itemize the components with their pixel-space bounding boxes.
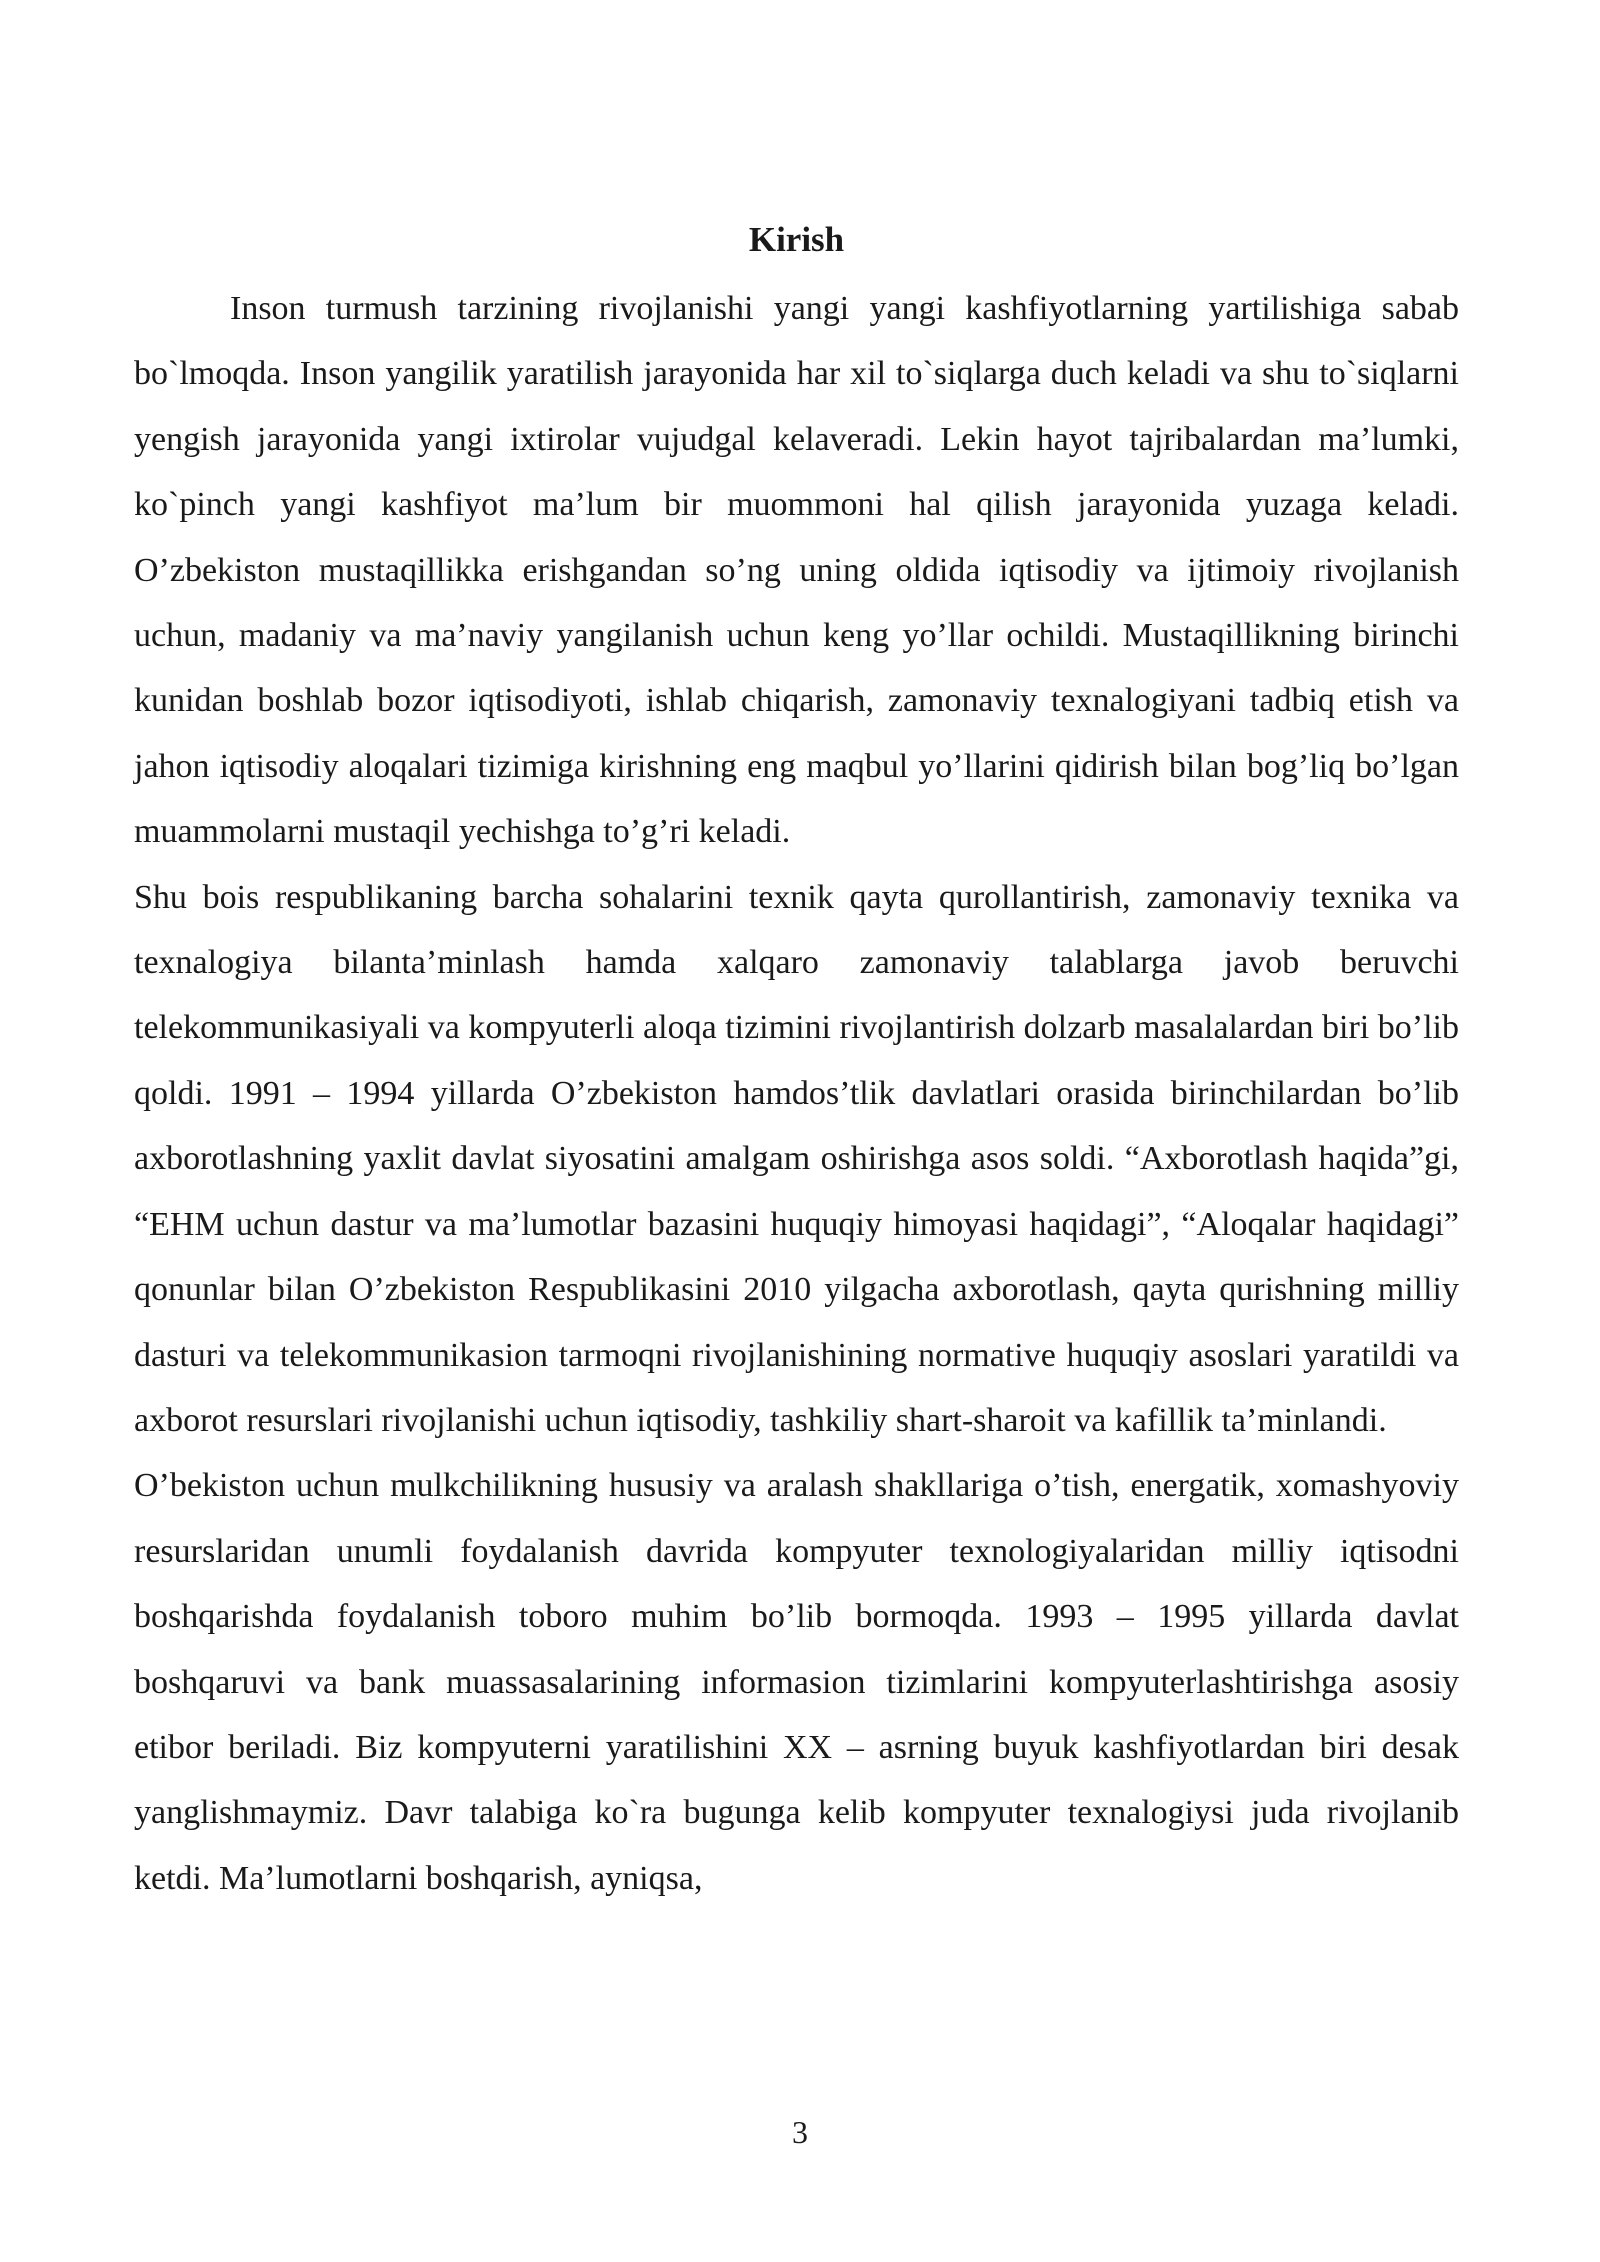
paragraph-mulkchilik: O’bekiston uchun mulkchilikning hususiy va aralash shakllariga o’tish, energatik, xomashyoviy resurslaridan unumli foydalanish davrida kompyuter texnologiyalaridan milliy iqtisodni boshqarishda foydalanish toboro muhim bo’lib bormoqda. 1993 – 1995 yillarda davlat boshqaruvi va bank muassasalarining informasion tizimlarini kompyuterlashtirishga asosiy etibor beriladi. Biz kompyuterni yaratilishini XX – asrning buyuk kashfiyotlardan biri desak yanglishmaymiz. Davr talabiga ko`ra bugunga kelib kompyuter texnalogiysi juda rivojlanib ketdi. Ma’lumotlarni boshqarish, ayniqsa,	[134, 1467, 1459, 1897]
paragraph-respublika: Shu bois respublikaning barcha sohalarini texnik qayta qurollantirish, zamonaviy texnika va texnalogiya bilanta’minlash hamda xalqaro zamonaviy talablarga javob beruvchi telekommunikasiyali va kompyuterli aloqa tizimini rivojlantirish dolzarb masalalardan biri bo’lib qoldi. 1991 – 1994 yillarda O’zbekiston hamdos’tlik davlatlari orasida birinchilardan bo’lib axborotlashning yaxlit davlat siyosatini amalgam oshirishga asos soldi. “Axborotlash haqida”gi, “EHM uchun dastur va ma’lumotlar bazasini huquqiy himoyasi haqidagi”, “Aloqalar haqidagi” qonunlar bilan O’zbekiston Respublikasini 2010 yilgacha axborotlash, qayta qurishning milliy dasturi va telekommunikasion tarmoqni rivojlanishining normative huquqiy asoslari yaratildi va axborot resurslari rivojlanishi uchun iqtisodiy, tashkiliy shart-sharoit va kafillik ta’minlandi.	[134, 878, 1459, 1439]
paragraph-intro: Inson turmush tarzining rivojlanishi yangi yangi kashfiyotlarning yartilishiga sabab bo`lmoqda. Inson yangilik yaratilish jarayonida har xil to`siqlarga duch keladi va shu to`siqlarni yengish jarayonida yangi ixtirolar vujudgal kelaveradi. Lekin hayot tajribalardan ma’lumki, ko`pinch yangi kashfiyot ma’lum bir muommoni hal qilish jarayonida yuzaga keladi. O’zbekiston mustaqillikka erishgandan so’ng uning oldida iqtisodiy va ijtimoiy rivojlanish uchun, madaniy va ma’naviy yangilanish uchun keng yo’llar ochildi. Mustaqillikning birinchi kunidan boshlab bozor iqtisodiyoti, ishlab chiqarish, zamonaviy texnalogiyani tadbiq etish va jahon iqtisodiy aloqalari tizimiga kirishning eng maqbul yo’llarini qidirish bilan bog’liq bo’lgan muammolarni mustaqil yechishga to’g’ri keladi.	[134, 290, 1459, 851]
page-number: 3	[792, 2114, 808, 2150]
page-title: Kirish	[748, 220, 845, 259]
page-content	[134, 212, 1459, 1911]
